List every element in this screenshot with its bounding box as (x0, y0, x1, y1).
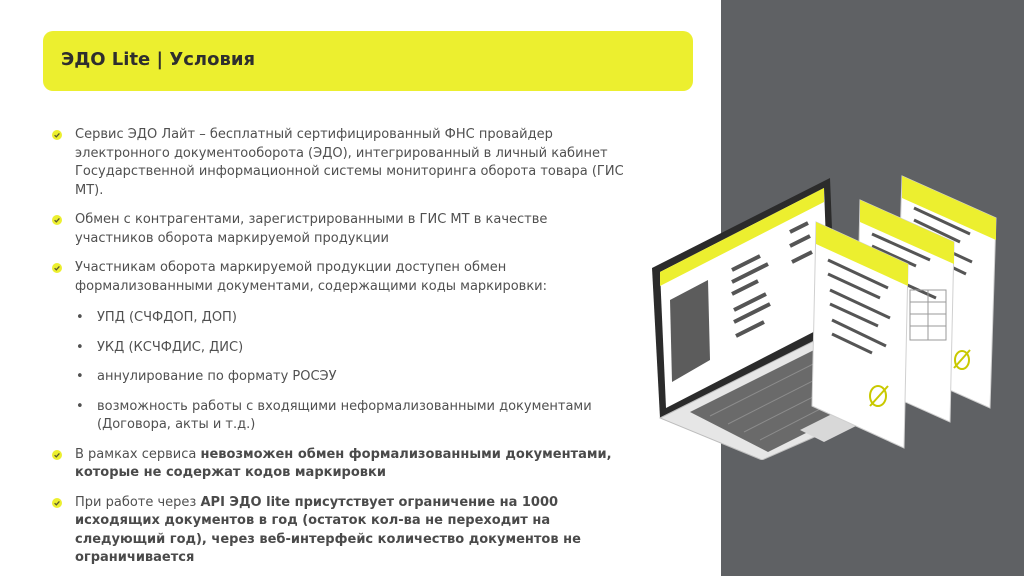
bullet-dot: • (76, 398, 84, 414)
list-item-text: Участникам оборота маркируемой продукции доступен обмен формализованными документами, содержащими коды маркировки: (75, 260, 548, 294)
check-icon (52, 215, 62, 225)
sub-list-item (52, 368, 627, 387)
page-title: ЭДО Lite | Условия (61, 49, 256, 70)
list-item-text: Обмен с контрагентами, зарегистрированными в ГИС МТ в качестве участников оборота маркируемой продукции (75, 212, 548, 246)
sub-list-item-text: УКД (КСЧФДИС, ДИС) (97, 339, 244, 355)
list-item-text: Сервис ЭДО Лайт – бесплатный сертифицированный ФНС провайдер электронного документооборота (ЭДО), интегрированный в личный кабинет Государственной информационной системы мониторинга оборота товара (ГИС МТ). (75, 127, 624, 198)
document-stack (812, 176, 996, 448)
check-icon (52, 450, 62, 460)
check-icon (52, 263, 62, 273)
list-item (52, 259, 627, 296)
sub-list-item (52, 339, 627, 358)
check-icon (52, 498, 62, 508)
laptop-documents-illustration (640, 160, 1010, 460)
sub-list-item-text: аннулирование по формату РОСЭУ (97, 369, 337, 384)
list-item (52, 446, 627, 483)
bullet-dot: • (76, 310, 84, 325)
check-icon (52, 130, 62, 140)
list-item-lead: При работе через (75, 494, 201, 510)
bullet-dot: • (76, 369, 84, 384)
list-item (52, 211, 627, 248)
bullet-dot: • (76, 339, 84, 355)
list-item-bold: API ЭДО lite присутствует ограничение на 1000 исходящих документов в год (остаток кол-ва не переходит на следующий год), через веб-интерфейс количество документов не ограничивается (75, 494, 581, 565)
list-item-lead: В рамках сервиса (75, 446, 201, 462)
list-item-bold: невозможен обмен формализованными документами, которые не содержат кодов маркировки (75, 446, 612, 480)
sub-list-item (52, 398, 627, 435)
list-item (52, 494, 627, 568)
conditions-list (52, 126, 627, 579)
sub-list-item-text: УПД (СЧФДОП, ДОП) (97, 310, 237, 325)
sub-list-item-text: возможность работы с входящими неформализованными документами (Договора, акты и т.д.) (97, 398, 592, 432)
title-bar (43, 31, 693, 91)
sub-list-item (52, 309, 627, 328)
list-item (52, 126, 627, 200)
